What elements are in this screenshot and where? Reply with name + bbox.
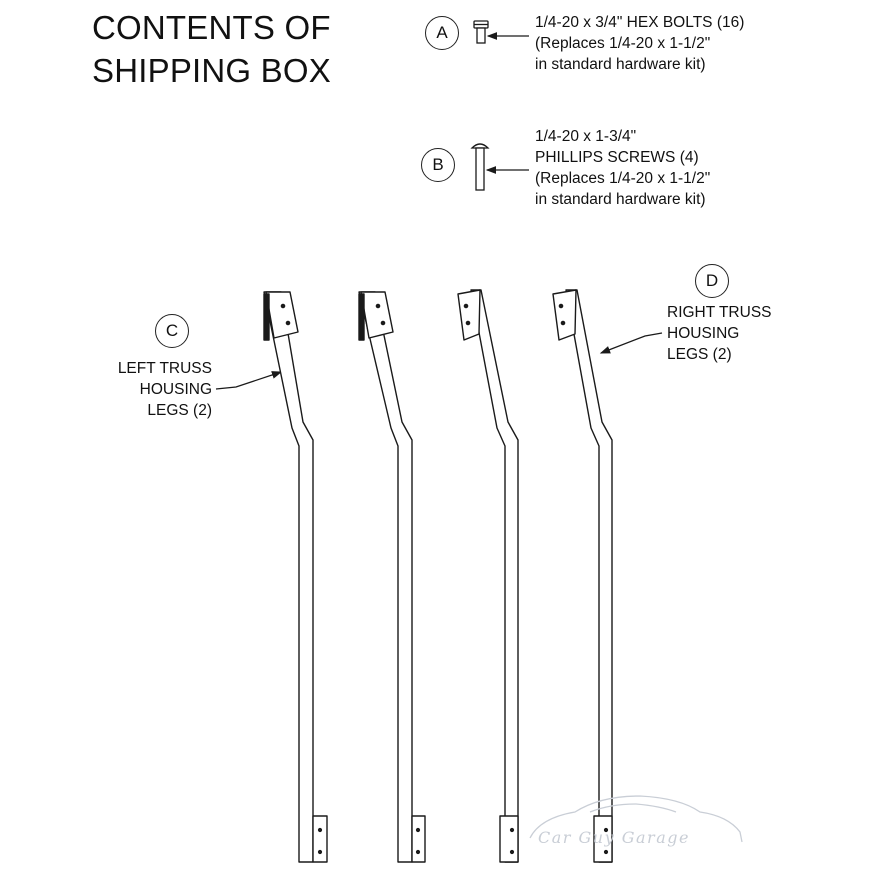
part-c-line-2: HOUSING	[139, 381, 212, 398]
phillips-screw-icon	[472, 144, 488, 190]
right-truss-leg-2	[553, 290, 612, 862]
part-a-line-3: in standard hardware kit)	[535, 56, 706, 73]
part-c-leader	[216, 372, 281, 389]
left-truss-leg-2	[359, 292, 425, 862]
part-d-line-2: HOUSING	[667, 325, 740, 342]
part-b-line-1: 1/4-20 x 1-3/4"	[535, 128, 637, 145]
part-a-line-1: 1/4-20 x 3/4" HEX BOLTS (16)	[535, 14, 745, 31]
part-d-leader	[601, 333, 662, 353]
right-truss-leg-1	[458, 290, 518, 862]
part-c-letter: C	[165, 321, 179, 340]
part-a-letter: A	[436, 23, 448, 42]
watermark-text: Car Guy Garage	[538, 828, 690, 847]
part-a-line-2: (Replaces 1/4-20 x 1-1/2"	[535, 35, 711, 52]
left-truss-leg-1	[264, 292, 327, 862]
part-b-line-2: PHILLIPS SCREWS (4)	[535, 149, 699, 166]
part-d-line-1: RIGHT TRUSS	[667, 304, 772, 321]
part-c-line-1: LEFT TRUSS	[117, 360, 212, 377]
part-b-letter: B	[432, 155, 444, 174]
part-b-line-3: (Replaces 1/4-20 x 1-1/2"	[535, 170, 711, 187]
part-d-letter: D	[705, 271, 719, 290]
title-line-1: CONTENTS OF	[92, 9, 331, 46]
part-d-line-3: LEGS (2)	[667, 346, 732, 363]
title-line-2: SHIPPING BOX	[92, 52, 331, 89]
hex-bolt-icon	[474, 21, 488, 43]
part-b-line-4: in standard hardware kit)	[535, 191, 706, 208]
part-c-line-3: LEGS (2)	[147, 402, 212, 419]
